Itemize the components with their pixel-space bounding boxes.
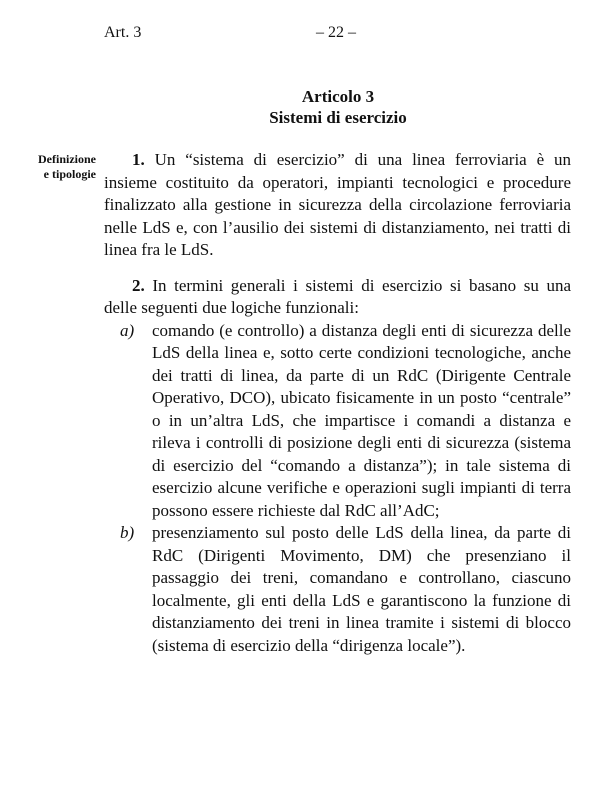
paragraph-text: In termini generali i sistemi di esercizio si basano su una delle seguenti due logiche funzionali: bbox=[104, 275, 571, 317]
article-heading: Articolo 3 bbox=[301, 87, 375, 106]
paragraph-text: Un “sistema di esercizio” di una linea ferroviaria è un insieme costituito da operatori, impianti tecnologici e procedure finalizzato alla gestione in sicurezza della circolazione ferroviaria nelle LdS e, con l’ausilio dei sistemi di distanziamento, nei tratti di linea fra le LdS. bbox=[104, 150, 571, 259]
article-title-block bbox=[104, 86, 572, 128]
article-body bbox=[104, 149, 571, 657]
paragraph-2 bbox=[104, 275, 571, 320]
list-item-text: presenziamento sul posto delle LdS della linea, da parte di RdC (Dirigenti Movimento, DM) che presenziano il passaggio dei treni, comandano e controllano, ciascuno localmente, gli enti della LdS e garantiscono la funzione di distanziamento dei treni in linea tramite i sistemi di blocco (sistema di esercizio della “dirigenza locale”). bbox=[152, 523, 571, 655]
page-number: – 22 – bbox=[316, 24, 356, 41]
paragraph-number: 1. bbox=[132, 150, 145, 169]
article-subtitle: Sistemi di esercizio bbox=[269, 108, 407, 127]
running-header-article: Art. 3 bbox=[104, 24, 142, 41]
list-item bbox=[104, 320, 571, 523]
paragraph-1 bbox=[104, 149, 571, 262]
margin-note-line-1: Definizione bbox=[38, 152, 96, 166]
list-marker: b) bbox=[120, 523, 135, 542]
list-marker: a) bbox=[120, 320, 135, 340]
list-item-text: comando (e controllo) a distanza degli enti di sicurezza delle LdS della linea e, sotto certe condizioni tecnologiche, anche dei tratti di linea, da parte di un RdC (Dirigente Centrale Operativo, DCO), ubicato fisicamente in un posto “centrale” o in un’altra LdS, che impartisce i comandi a distanza e rileva i controlli di posizione degli enti di sicurezza (sistema di esercizio del “comando a distanza”); in tale sistema di esercizio alcune verifiche e operazioni sugli impianti di terra possono essere richieste dal RdC all’AdC; bbox=[152, 320, 571, 520]
margin-note-line-2: e tipologie bbox=[43, 167, 96, 181]
list-item bbox=[104, 522, 571, 657]
paragraph-number: 2. bbox=[132, 275, 145, 295]
margin-note bbox=[18, 152, 96, 182]
functional-logics-list bbox=[104, 320, 571, 658]
